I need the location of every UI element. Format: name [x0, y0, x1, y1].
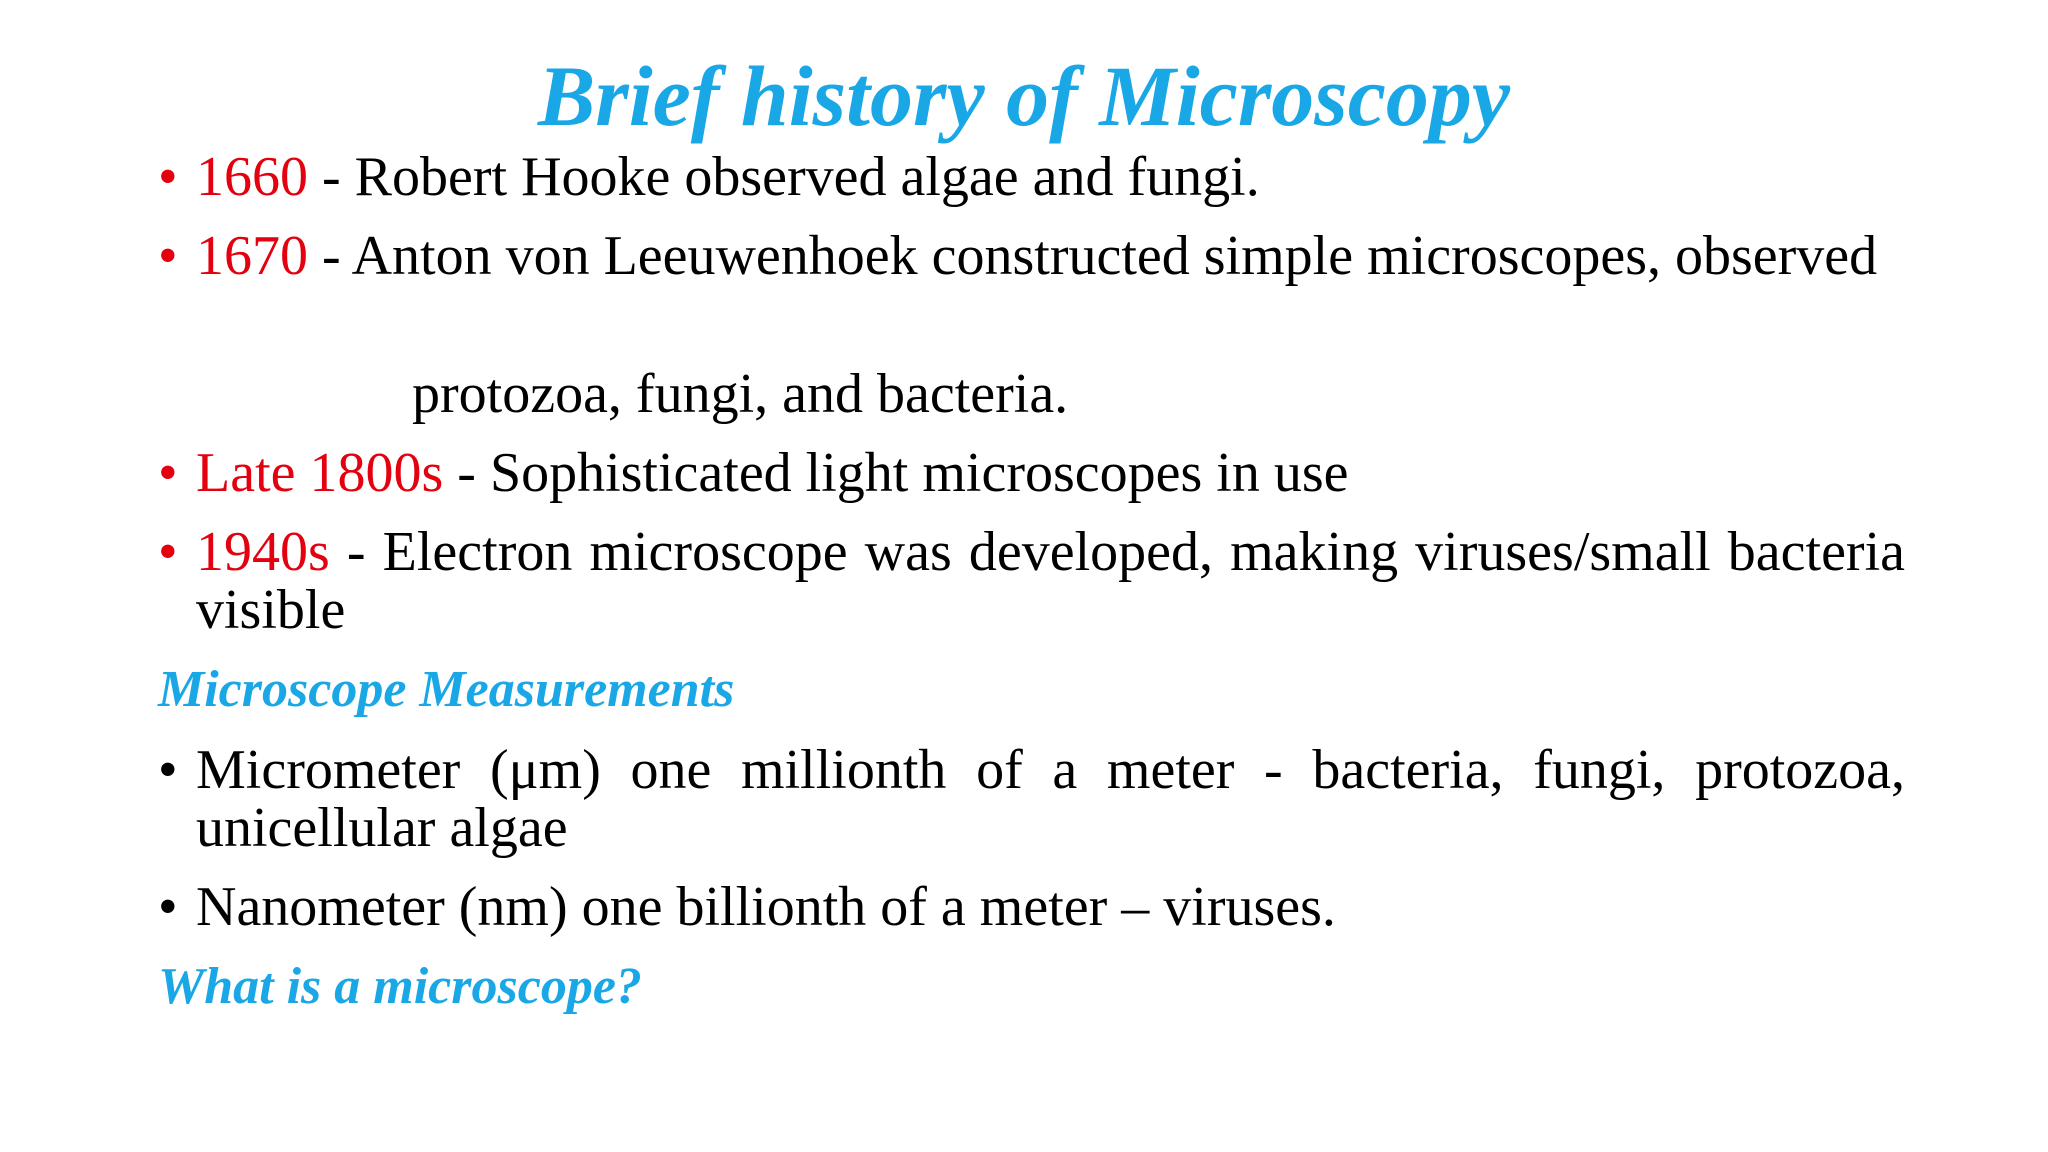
- measurements-heading: Microscope Measurements: [158, 661, 735, 718]
- bullet-dot: •: [158, 146, 178, 208]
- slide-title: Brief history of Microscopy: [537, 48, 1511, 144]
- history-year: 1660: [196, 146, 308, 208]
- history-separator: -: [329, 521, 383, 583]
- measurement-text: Micrometer (μm) one millionth of a meter - bacteria, fungi, protozoa, unicellular algae: [196, 739, 1905, 859]
- bullet-dot: •: [158, 739, 178, 801]
- history-item-1670: [158, 227, 1905, 285]
- history-text: Sophisticated light microscopes in use: [489, 442, 1349, 504]
- bullet-dot: •: [158, 876, 178, 938]
- history-item-1940s: [158, 523, 1905, 639]
- bullet-dot: •: [158, 442, 178, 504]
- history-item-1660: [158, 148, 1905, 206]
- history-year: 1940s: [196, 521, 330, 583]
- bullet-dot: •: [158, 225, 178, 287]
- history-text: Electron microscope was developed, making viruses/small bacteria visible: [196, 521, 1905, 641]
- measurement-item-micrometer: [158, 741, 1905, 857]
- history-separator: -: [308, 225, 352, 287]
- measurement-text: Nanometer (nm) one billionth of a meter – viruses.: [196, 876, 1336, 938]
- history-item-late-1800s: [158, 444, 1905, 502]
- question-heading: What is a microscope?: [158, 958, 642, 1015]
- history-text: Anton von Leeuwenhoek constructed simple microscopes, observed: [351, 225, 1878, 287]
- history-year: 1670: [196, 225, 308, 287]
- history-separator: -: [443, 442, 490, 504]
- history-text: Robert Hooke observed algae and fungi.: [354, 146, 1260, 208]
- measurement-item-nanometer: [158, 878, 1905, 936]
- history-separator: -: [308, 146, 355, 208]
- history-continuation: protozoa, fungi, and bacteria.: [412, 363, 1069, 425]
- history-year: Late 1800s: [196, 442, 444, 504]
- bullet-dot: •: [158, 521, 178, 583]
